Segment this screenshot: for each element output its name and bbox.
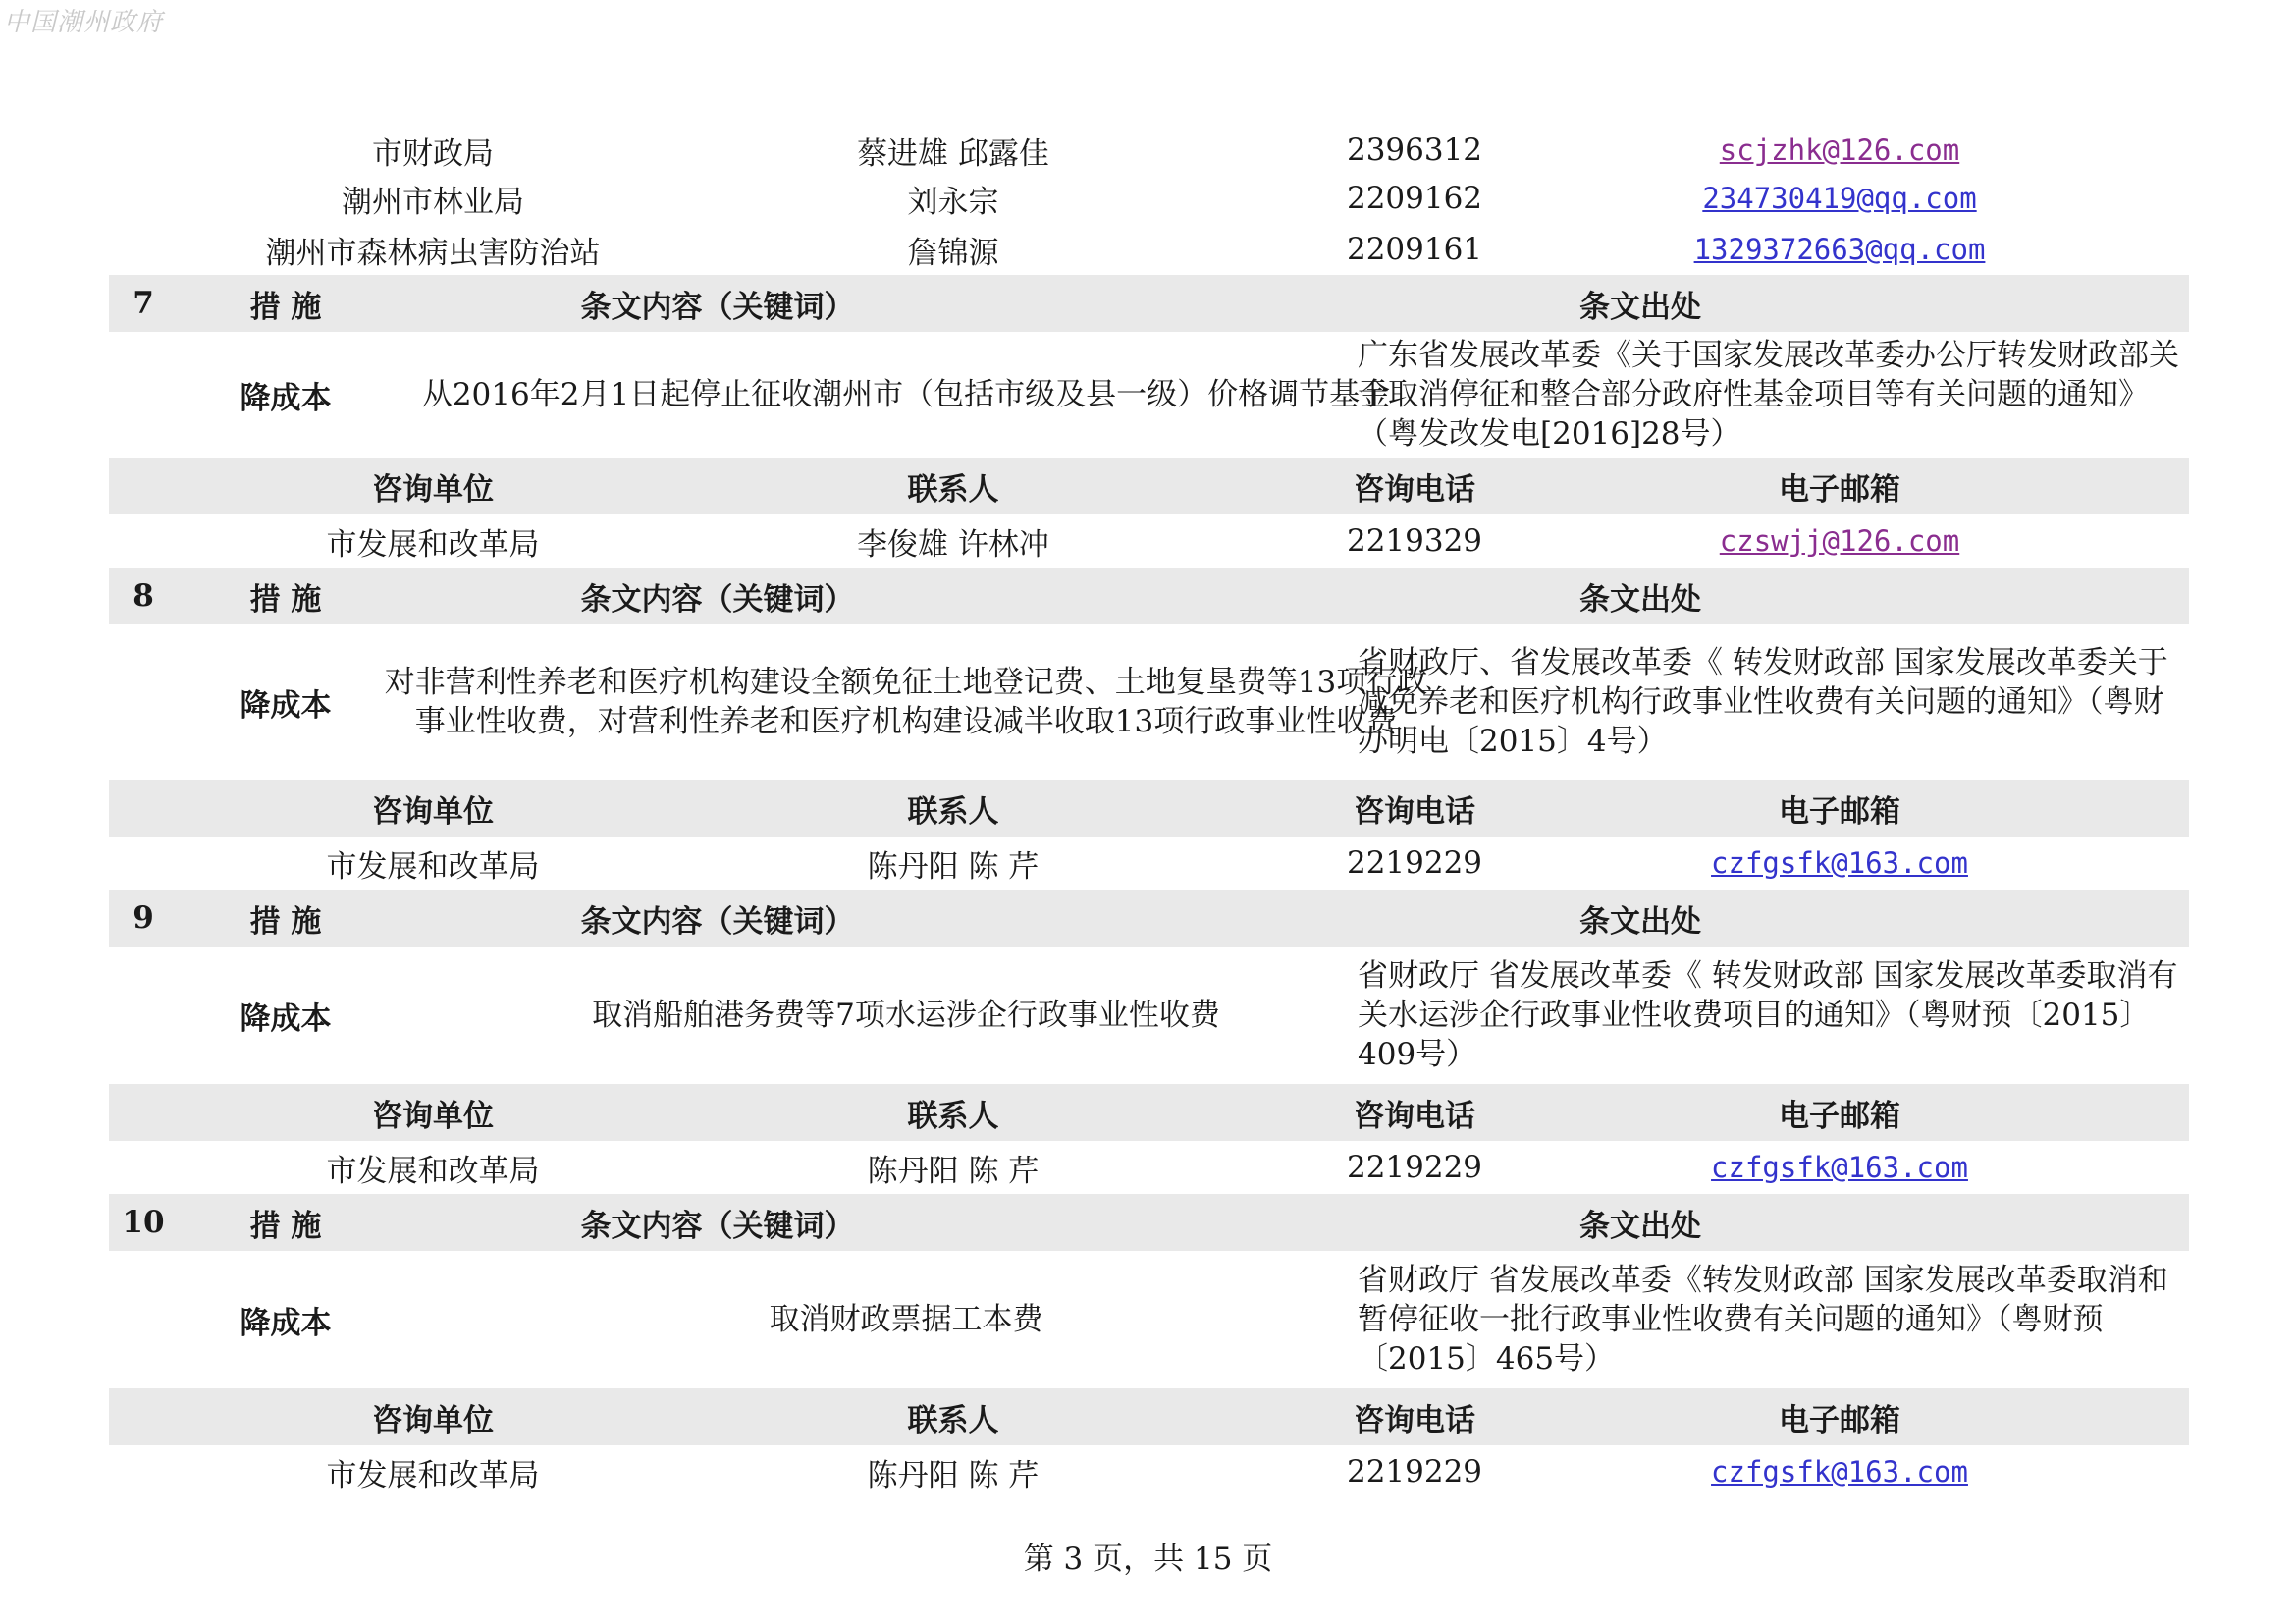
phone-header: 咨询电话 xyxy=(1354,471,1475,508)
phone-header: 咨询电话 xyxy=(1354,793,1475,830)
measure-value: 降成本 xyxy=(240,380,332,416)
unit-header: 咨询单位 xyxy=(372,471,494,508)
contact-row xyxy=(109,224,2189,275)
item-header-row xyxy=(109,890,2189,947)
contact-unit: 市发展和改革局 xyxy=(326,848,540,885)
measure-value: 降成本 xyxy=(240,687,332,724)
contact-row xyxy=(109,514,2189,568)
contact-phone: 2219329 xyxy=(1346,523,1483,559)
contact-unit: 市财政局 xyxy=(372,135,494,172)
item-body-row xyxy=(109,947,2189,1084)
person-header: 联系人 xyxy=(907,793,999,830)
contact-person: 詹锦源 xyxy=(907,235,999,271)
measure-value: 降成本 xyxy=(240,1001,332,1037)
contact-email[interactable] xyxy=(1584,224,2095,275)
email-link[interactable]: scjzhk@126.com xyxy=(1719,134,1960,167)
contact-email[interactable] xyxy=(1584,128,2095,173)
content-text: 对非营利性养老和医疗机构建设全额免征土地登记费、土地复垦费等13项行政事业性收费，对营利性养老和医疗机构建设减半收取13项行政事业性收费 xyxy=(384,665,1428,739)
content-text: 取消财政票据工本费 xyxy=(769,1302,1043,1337)
email-link[interactable]: czfgsfk@163.com xyxy=(1711,1455,1968,1489)
person-header: 联系人 xyxy=(907,1098,999,1134)
item-number: 7 xyxy=(133,286,154,321)
contact-phone: 2209162 xyxy=(1346,181,1483,216)
email-header: 电子邮箱 xyxy=(1779,471,1900,508)
contact-unit: 市发展和改革局 xyxy=(326,1457,540,1493)
source-header: 条文出处 xyxy=(1579,1208,1701,1244)
email-header: 电子邮箱 xyxy=(1779,1098,1900,1134)
contact-header-row xyxy=(109,458,2189,514)
email-header: 电子邮箱 xyxy=(1779,1402,1900,1438)
content-header: 条文内容（关键词） xyxy=(580,1208,855,1244)
item-header-row xyxy=(109,1194,2189,1251)
source-text: 省财政厅 省发展改革委《转发财政部 国家发展改革委取消和暂停征收一批行政事业性收费有关问题的通知》（粤财预〔2015〕465号） xyxy=(1358,1263,2168,1377)
item-header-row xyxy=(109,568,2189,624)
source-header: 条文出处 xyxy=(1579,903,1701,940)
contact-row xyxy=(109,128,2189,173)
policy-table xyxy=(109,128,2189,1498)
contact-unit: 潮州市森林病虫害防治站 xyxy=(265,235,601,271)
content-header: 条文内容（关键词） xyxy=(580,581,855,618)
contact-email[interactable] xyxy=(1584,1445,2095,1498)
email-link[interactable]: czswjj@126.com xyxy=(1719,524,1960,558)
phone-header: 咨询电话 xyxy=(1354,1098,1475,1134)
source-header: 条文出处 xyxy=(1579,289,1701,325)
email-header: 电子邮箱 xyxy=(1779,793,1900,830)
source-text: 广东省发展改革委《关于国家发展改革委办公厅转发财政部关于取消停征和整合部分政府性基金项目等有关问题的通知》（粤发改发电[2016]28号） xyxy=(1358,338,2179,452)
contact-email[interactable] xyxy=(1584,1141,2095,1194)
item-number: 8 xyxy=(133,578,154,614)
person-header: 联系人 xyxy=(907,1402,999,1438)
measure-header: 措 施 xyxy=(249,289,322,325)
contact-unit: 潮州市林业局 xyxy=(342,184,524,220)
content-text: 取消船舶港务费等7项水运涉企行政事业性收费 xyxy=(592,998,1220,1033)
page-footer: 第 3 页，共 15 页 xyxy=(1023,1542,1273,1577)
item-number: 10 xyxy=(122,1205,165,1240)
contact-phone: 2396312 xyxy=(1346,133,1483,168)
contact-person: 陈丹阳 陈 芹 xyxy=(867,1457,1040,1493)
contact-person: 蔡进雄 邱露佳 xyxy=(857,135,1049,172)
contact-header-row xyxy=(109,780,2189,837)
item-body-row xyxy=(109,624,2189,780)
content-header: 条文内容（关键词） xyxy=(580,903,855,940)
person-header: 联系人 xyxy=(907,471,999,508)
source-text: 省财政厅 省发展改革委《 转发财政部 国家发展改革委取消有关水运涉企行政事业性收费项目的通知》（粤财预〔2015〕409号） xyxy=(1358,958,2178,1072)
email-link[interactable]: czfgsfk@163.com xyxy=(1711,846,1968,880)
contact-unit: 市发展和改革局 xyxy=(326,1153,540,1189)
email-link[interactable]: 1329372663@qq.com xyxy=(1693,233,1986,266)
content-text: 从2016年2月1日起停止征收潮州市（包括市级及县一级）价格调节基金 xyxy=(421,377,1391,412)
item-header-row xyxy=(109,275,2189,332)
item-body-row xyxy=(109,332,2189,458)
contact-person: 陈丹阳 陈 芹 xyxy=(867,1153,1040,1189)
measure-value: 降成本 xyxy=(240,1305,332,1341)
measure-header: 措 施 xyxy=(249,1208,322,1244)
item-body-row xyxy=(109,1251,2189,1388)
contact-row xyxy=(109,173,2189,224)
measure-header: 措 施 xyxy=(249,903,322,940)
contact-person: 李俊雄 许林冲 xyxy=(857,526,1049,563)
source-header: 条文出处 xyxy=(1579,581,1701,618)
phone-header: 咨询电话 xyxy=(1354,1402,1475,1438)
contact-phone: 2219229 xyxy=(1346,845,1483,881)
contact-phone: 2219229 xyxy=(1346,1150,1483,1185)
contact-row xyxy=(109,1141,2189,1194)
content-header: 条文内容（关键词） xyxy=(580,289,855,325)
contact-person: 陈丹阳 陈 芹 xyxy=(867,848,1040,885)
measure-header: 措 施 xyxy=(249,581,322,618)
contact-person: 刘永宗 xyxy=(907,184,999,220)
contact-row xyxy=(109,837,2189,890)
unit-header: 咨询单位 xyxy=(372,1098,494,1134)
contact-row xyxy=(109,1445,2189,1498)
source-text: 省财政厅、省发展改革委《 转发财政部 国家发展改革委关于减免养老和医疗机构行政事业性收费有关问题的通知》（粤财办明电〔2015〕4号） xyxy=(1358,645,2168,759)
contact-header-row xyxy=(109,1388,2189,1445)
unit-header: 咨询单位 xyxy=(372,1402,494,1438)
contact-header-row xyxy=(109,1084,2189,1141)
contact-unit: 市发展和改革局 xyxy=(326,526,540,563)
email-link[interactable]: czfgsfk@163.com xyxy=(1711,1151,1968,1184)
watermark-logo: 中国潮州政府 xyxy=(4,8,164,37)
contact-phone: 2209161 xyxy=(1346,232,1483,267)
contact-email[interactable] xyxy=(1584,837,2095,890)
contact-email[interactable] xyxy=(1584,173,2095,224)
item-number: 9 xyxy=(133,900,154,936)
contact-phone: 2219229 xyxy=(1346,1454,1483,1489)
unit-header: 咨询单位 xyxy=(372,793,494,830)
email-link[interactable]: 234730419@qq.com xyxy=(1702,182,1977,215)
contact-email[interactable] xyxy=(1584,514,2095,568)
